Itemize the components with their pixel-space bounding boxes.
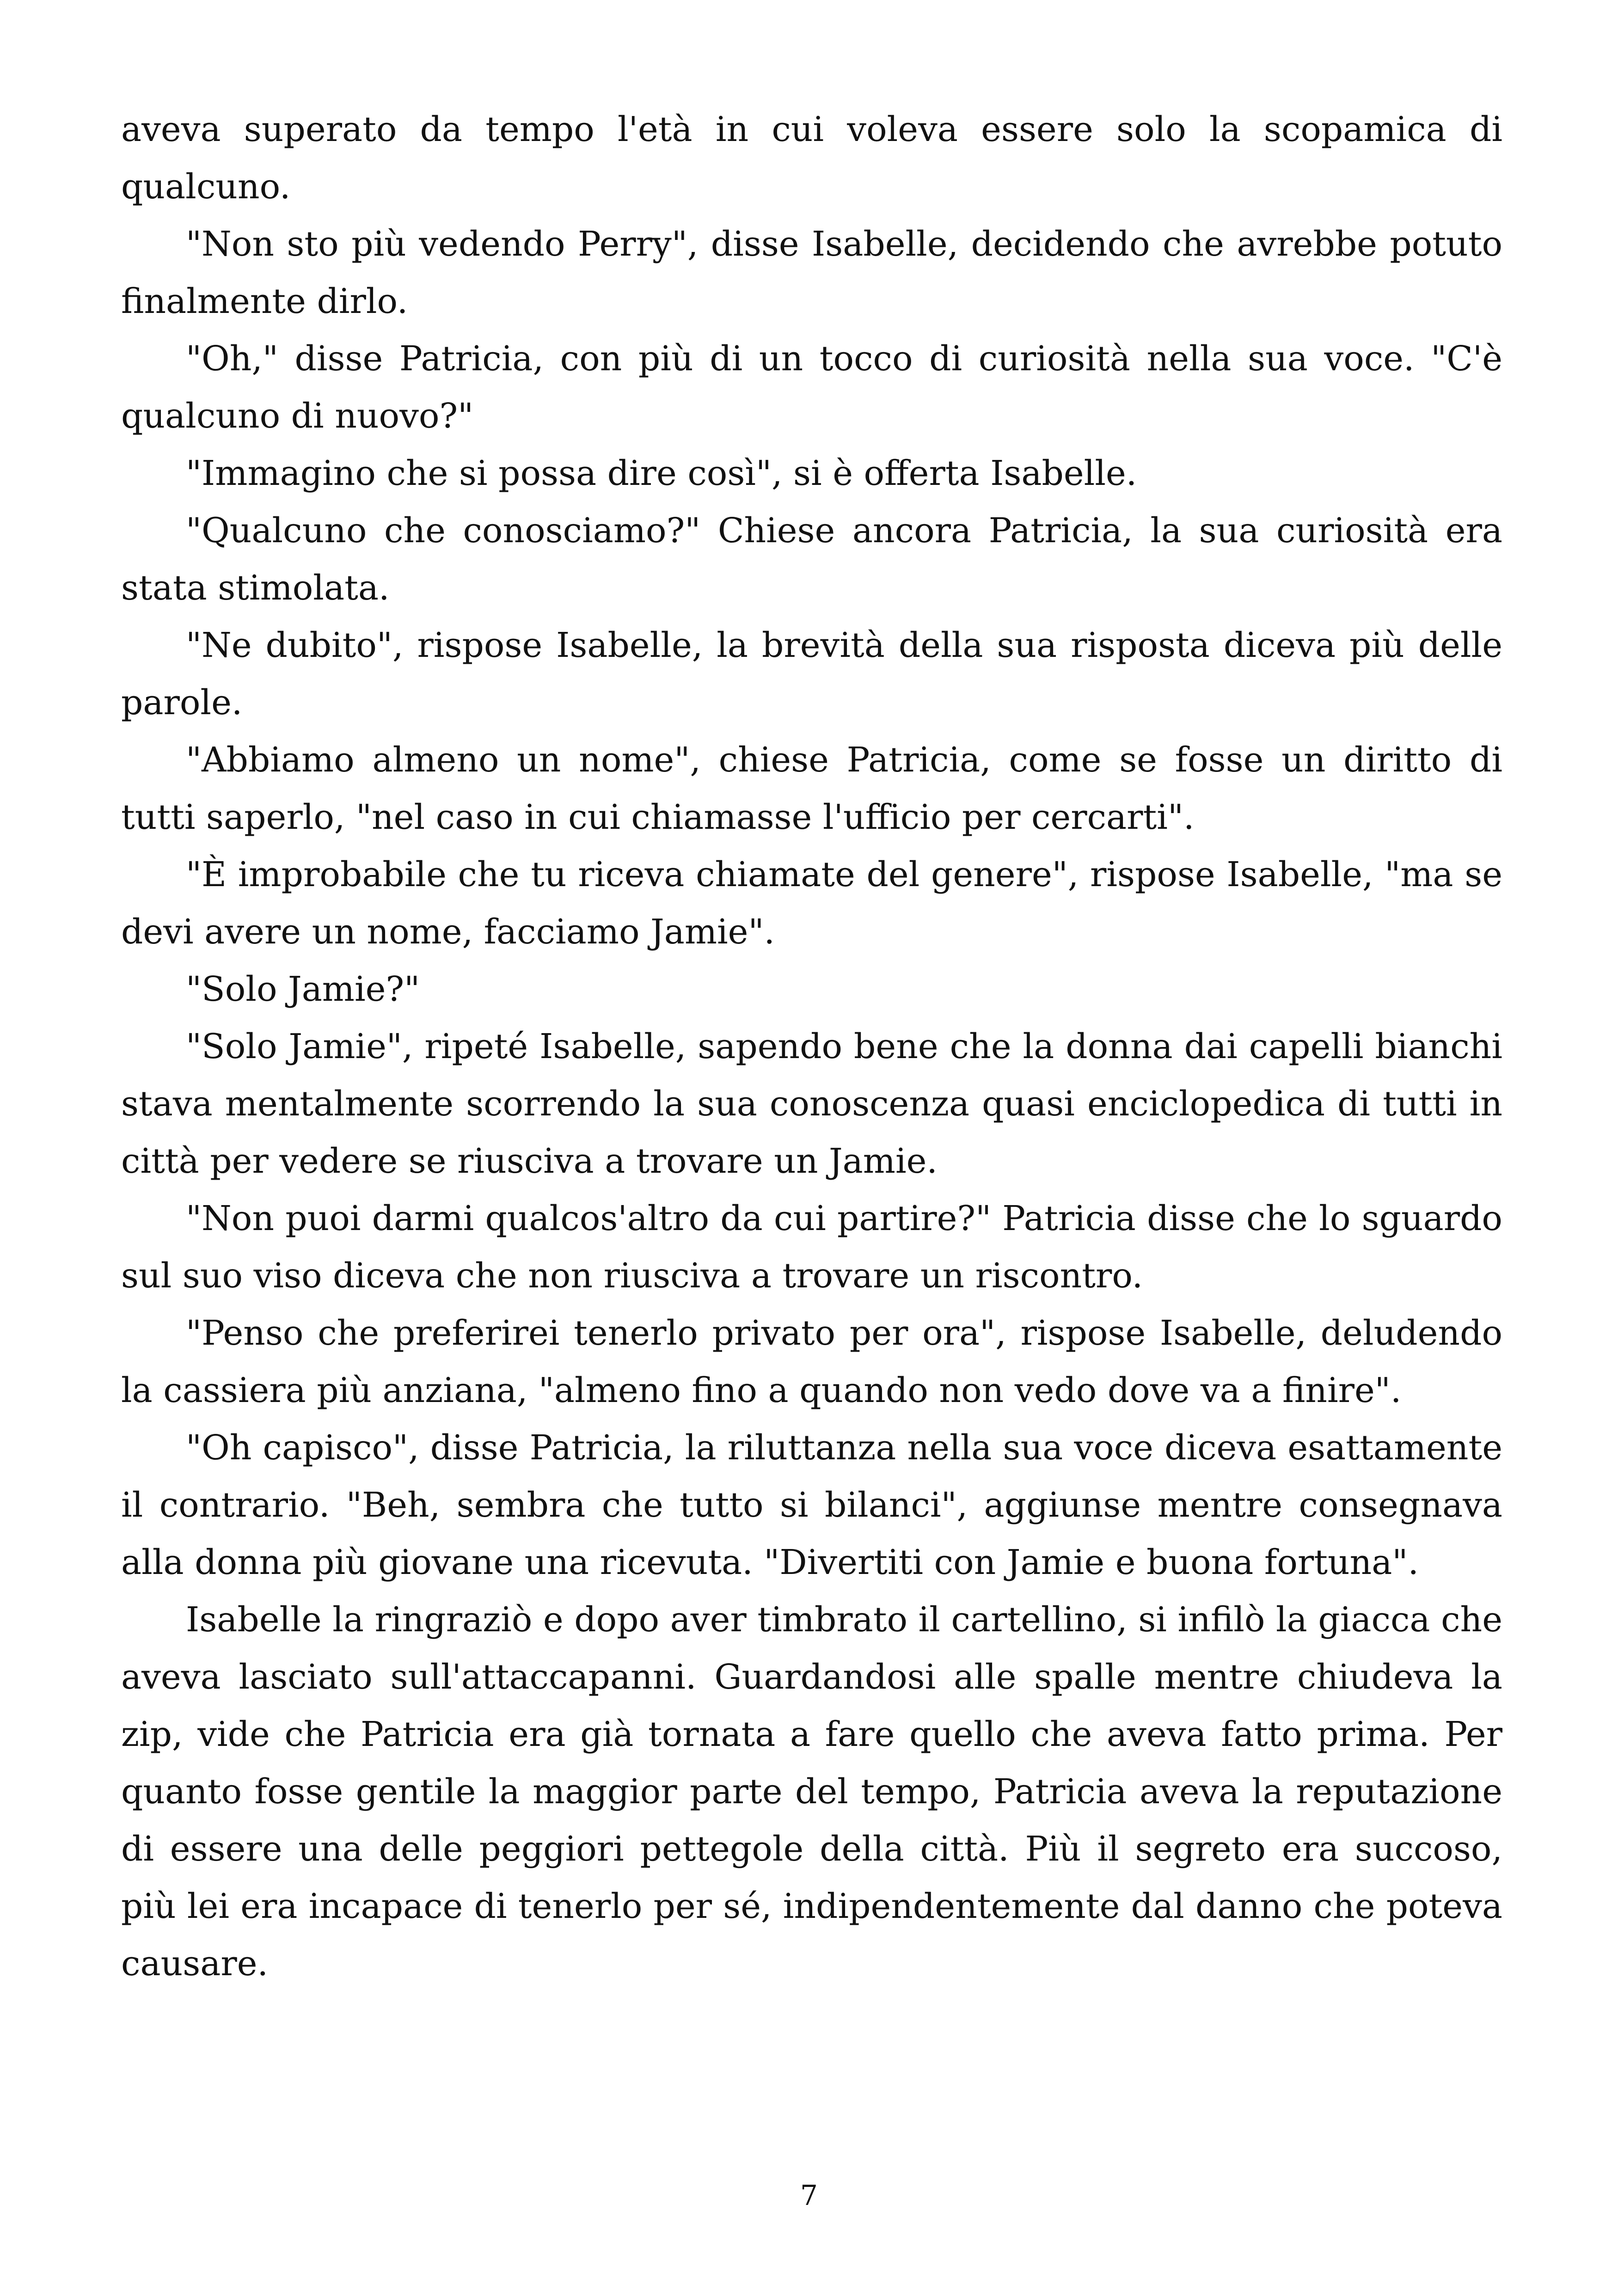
paragraph: "Ne dubito", rispose Isabelle, la brevità della sua risposta diceva più delle parole. <box>121 625 1502 722</box>
paragraph: "Immagino che si possa dire così", si è offerta Isabelle. <box>186 453 1137 493</box>
paragraph: aveva superato da tempo l'età in cui voleva essere solo la scopamica di qualcuno. <box>121 110 1502 207</box>
paragraph: "Solo Jamie?" <box>186 969 420 1009</box>
paragraph: "Abbiamo almeno un nome", chiese Patricia, come se fosse un diritto di tutti saperlo, "nel caso in cui chiamasse l'ufficio per cercarti". <box>121 740 1502 837</box>
paragraph: "Oh capisco", disse Patricia, la riluttanza nella sua voce diceva esattamente il contrario. "Beh, sembra che tutto si bilanci", aggiunse mentre consegnava alla donna più giovane una ricevuta. "Divertiti con Jamie e buona fortuna". <box>121 1428 1502 1582</box>
paragraph: "Qualcuno che conosciamo?" Chiese ancora Patricia, la sua curiosità era stata stimolata. <box>121 511 1502 608</box>
paragraph: Isabelle la ringraziò e dopo aver timbrato il cartellino, si infilò la giacca che aveva lasciato sull'attaccapanni. Guardandosi alle spalle mentre chiudeva la zip, vide che Patricia era già tornata a fare quello che aveva fatto prima. Per quanto fosse gentile la maggior parte del tempo, Patricia aveva la reputazione di essere una delle peggiori pettegole della città. Più il segreto era succoso, più lei era incapace di tenerlo per sé, indipendentemente dal danno che poteva causare. <box>121 1600 1502 1984</box>
paragraph: "È improbabile che tu riceva chiamate del genere", rispose Isabelle, "ma se devi avere un nome, facciamo Jamie". <box>121 855 1502 952</box>
paragraph: "Oh," disse Patricia, con più di un tocco di curiosità nella sua voce. "C'è qualcuno di nuovo?" <box>121 339 1502 436</box>
paragraph: "Penso che preferirei tenerlo privato per ora", rispose Isabelle, deludendo la cassiera più anziana, "almeno fino a quando non vedo dove va a finire". <box>121 1313 1502 1410</box>
page-number: 7 <box>800 2180 818 2212</box>
body-text <box>121 101 1502 1992</box>
paragraph: "Non puoi darmi qualcos'altro da cui partire?" Patricia disse che lo sguardo sul suo viso diceva che non riusciva a trovare un riscontro. <box>121 1199 1502 1296</box>
paragraph: "Non sto più vedendo Perry", disse Isabelle, decidendo che avrebbe potuto finalmente dirlo. <box>121 224 1502 321</box>
paragraph: "Solo Jamie", ripeté Isabelle, sapendo bene che la donna dai capelli bianchi stava mentalmente scorrendo la sua conoscenza quasi enciclopedica di tutti in città per vedere se riusciva a trovare un Jamie. <box>121 1027 1502 1181</box>
